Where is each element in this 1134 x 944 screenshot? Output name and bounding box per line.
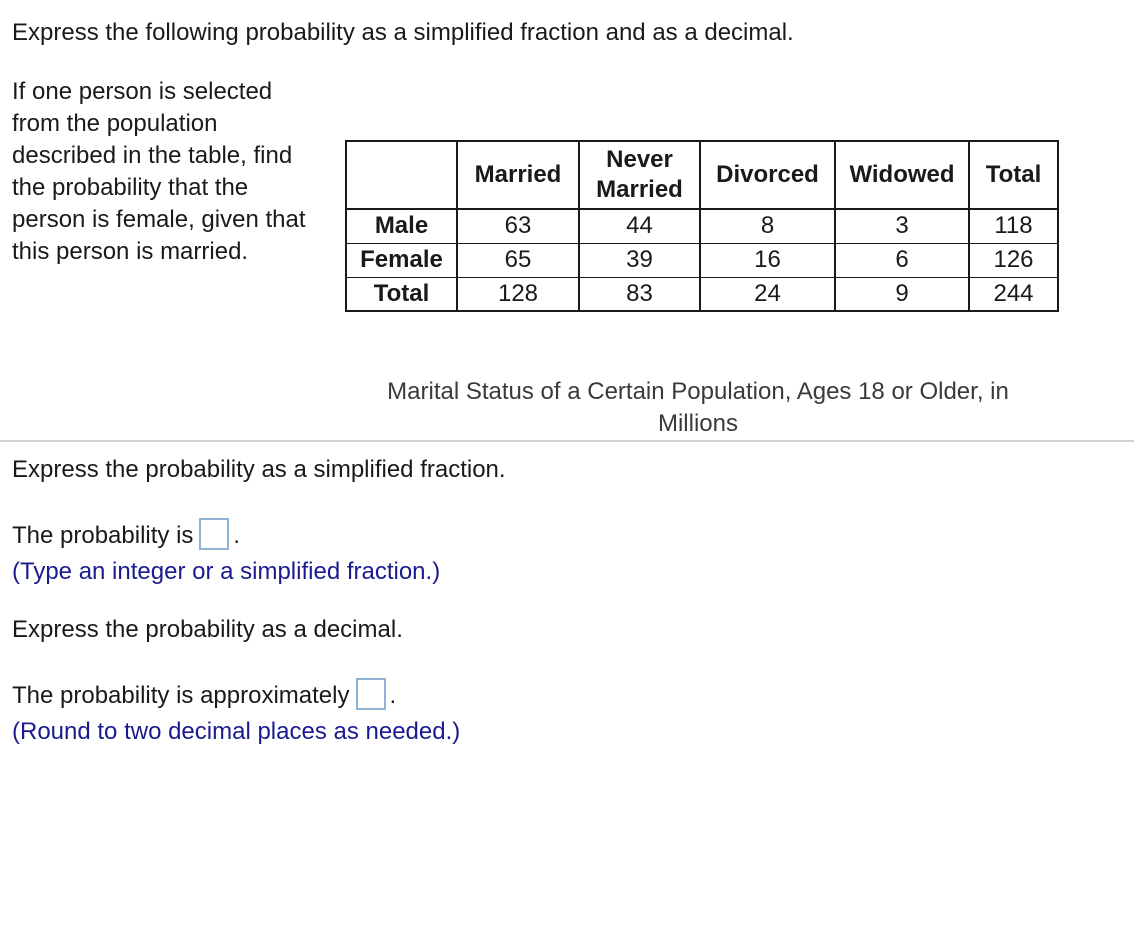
header-divorced: Divorced — [700, 141, 835, 209]
part2-answer-line — [12, 678, 396, 711]
instructions-text: Express the following probability as a simplified fraction and as a decimal. — [12, 19, 794, 46]
part2-answer-label: The probability is approximately — [12, 682, 350, 709]
row-label: Male — [346, 209, 457, 243]
cell-married: 128 — [457, 277, 579, 311]
fraction-answer-input[interactable] — [199, 518, 229, 550]
cell-married: 63 — [457, 209, 579, 243]
cell-divorced: 24 — [700, 277, 835, 311]
cell-never-married: 44 — [579, 209, 700, 243]
header-widowed: Widowed — [835, 141, 969, 209]
row-label: Female — [346, 243, 457, 277]
cell-never-married: 83 — [579, 277, 700, 311]
question-text: If one person is selected from the population described in the table, find the probability that the person is female, given that this person is married. — [12, 78, 306, 265]
header-empty-cell — [346, 141, 457, 209]
part1-prompt: Express the probability as a simplified fraction. — [12, 456, 506, 483]
cell-divorced: 8 — [700, 209, 835, 243]
table-row-total — [346, 277, 1058, 311]
table-row-male — [346, 209, 1058, 243]
header-never-line2: Married — [596, 176, 683, 203]
cell-total: 126 — [969, 243, 1058, 277]
part1-period: . — [233, 522, 241, 549]
part2-prompt: Express the probability as a decimal. — [12, 616, 403, 643]
decimal-answer-input[interactable] — [356, 678, 386, 710]
header-never-married — [579, 141, 700, 209]
cell-total: 244 — [969, 277, 1058, 311]
table-caption: Marital Status of a Certain Population, Ages 18 or Older, in Millions — [387, 378, 1009, 437]
table-header-row — [346, 141, 1058, 209]
cell-widowed: 9 — [835, 277, 969, 311]
header-total: Total — [969, 141, 1058, 209]
header-married: Married — [457, 141, 579, 209]
part1-answer-line — [12, 518, 240, 551]
part2-period: . — [389, 682, 397, 709]
section-divider — [0, 440, 1134, 442]
cell-total: 118 — [969, 209, 1058, 243]
part1-answer-label: The probability is — [12, 522, 194, 549]
cell-divorced: 16 — [700, 243, 835, 277]
part1-hint: (Type an integer or a simplified fraction.) — [12, 558, 441, 585]
cell-never-married: 39 — [579, 243, 700, 277]
cell-married: 65 — [457, 243, 579, 277]
part2-hint: (Round to two decimal places as needed.) — [12, 718, 461, 745]
header-never-line1: Never — [606, 146, 673, 173]
cell-widowed: 6 — [835, 243, 969, 277]
marital-status-table — [345, 140, 1059, 312]
cell-widowed: 3 — [835, 209, 969, 243]
row-label: Total — [346, 277, 457, 311]
table-row-female — [346, 243, 1058, 277]
marital-status-table-container — [345, 140, 1059, 312]
